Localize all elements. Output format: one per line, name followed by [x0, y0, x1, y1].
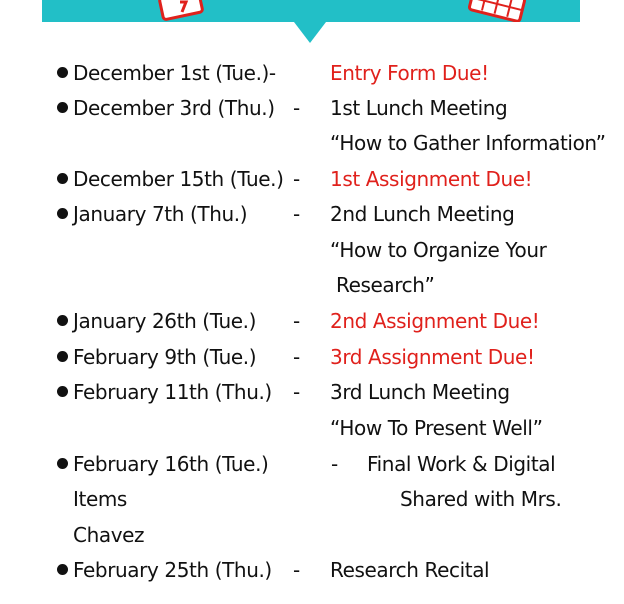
bullet-dot — [57, 458, 68, 469]
separator-dash: - — [293, 202, 300, 226]
bullet-dot — [57, 208, 68, 219]
separator-dash: - — [293, 309, 300, 333]
event-date: February 25th (Thu.) — [73, 558, 272, 582]
calendar-icon — [158, 0, 206, 22]
event-title: 1st Lunch Meeting — [330, 96, 508, 120]
bullet-dot — [57, 102, 68, 113]
event-date-continued: Items — [73, 487, 127, 511]
separator-dash: - — [293, 96, 300, 120]
event-subtitle: Shared with Mrs. — [400, 487, 562, 511]
event-date: December 15th (Tue.) — [73, 167, 284, 191]
separator-dash: - — [293, 345, 300, 369]
separator-dash: - — [293, 380, 300, 404]
event-date: January 7th (Thu.) — [73, 202, 248, 226]
event-date: December 1st (Tue.)- — [73, 61, 276, 85]
event-date: December 3rd (Thu.) — [73, 96, 275, 120]
event-date: February 11th (Thu.) — [73, 380, 272, 404]
event-title: 1st Assignment Due! — [330, 167, 533, 191]
event-title: Entry Form Due! — [330, 61, 489, 85]
event-subtitle: “How to Gather Information” — [330, 131, 606, 155]
event-title: Research Recital — [330, 558, 490, 582]
bullet-dot — [57, 173, 68, 184]
event-title: Final Work & Digital — [367, 452, 556, 476]
event-date-continued: Chavez — [73, 523, 145, 547]
bullet-dot — [57, 67, 68, 78]
banner-notch — [294, 22, 326, 43]
separator-dash: - — [293, 167, 300, 191]
event-date: February 16th (Tue.) — [73, 452, 269, 476]
event-date: January 26th (Tue.) — [73, 309, 257, 333]
separator-dash: - — [293, 558, 300, 582]
event-date: February 9th (Tue.) — [73, 345, 257, 369]
bullet-dot — [57, 315, 68, 326]
calendar-grid-icon — [466, 0, 528, 22]
separator-dash: - — [331, 452, 338, 476]
event-title: 2nd Lunch Meeting — [330, 202, 515, 226]
event-subtitle: “How To Present Well” — [330, 416, 543, 440]
event-subtitle: “How to Organize Your — [330, 238, 547, 262]
event-subtitle: Research” — [336, 273, 435, 297]
bullet-dot — [57, 351, 68, 362]
event-title: 3rd Lunch Meeting — [330, 380, 510, 404]
event-title: 3rd Assignment Due! — [330, 345, 535, 369]
bullet-dot — [57, 564, 68, 575]
event-title: 2nd Assignment Due! — [330, 309, 540, 333]
bullet-dot — [57, 386, 68, 397]
